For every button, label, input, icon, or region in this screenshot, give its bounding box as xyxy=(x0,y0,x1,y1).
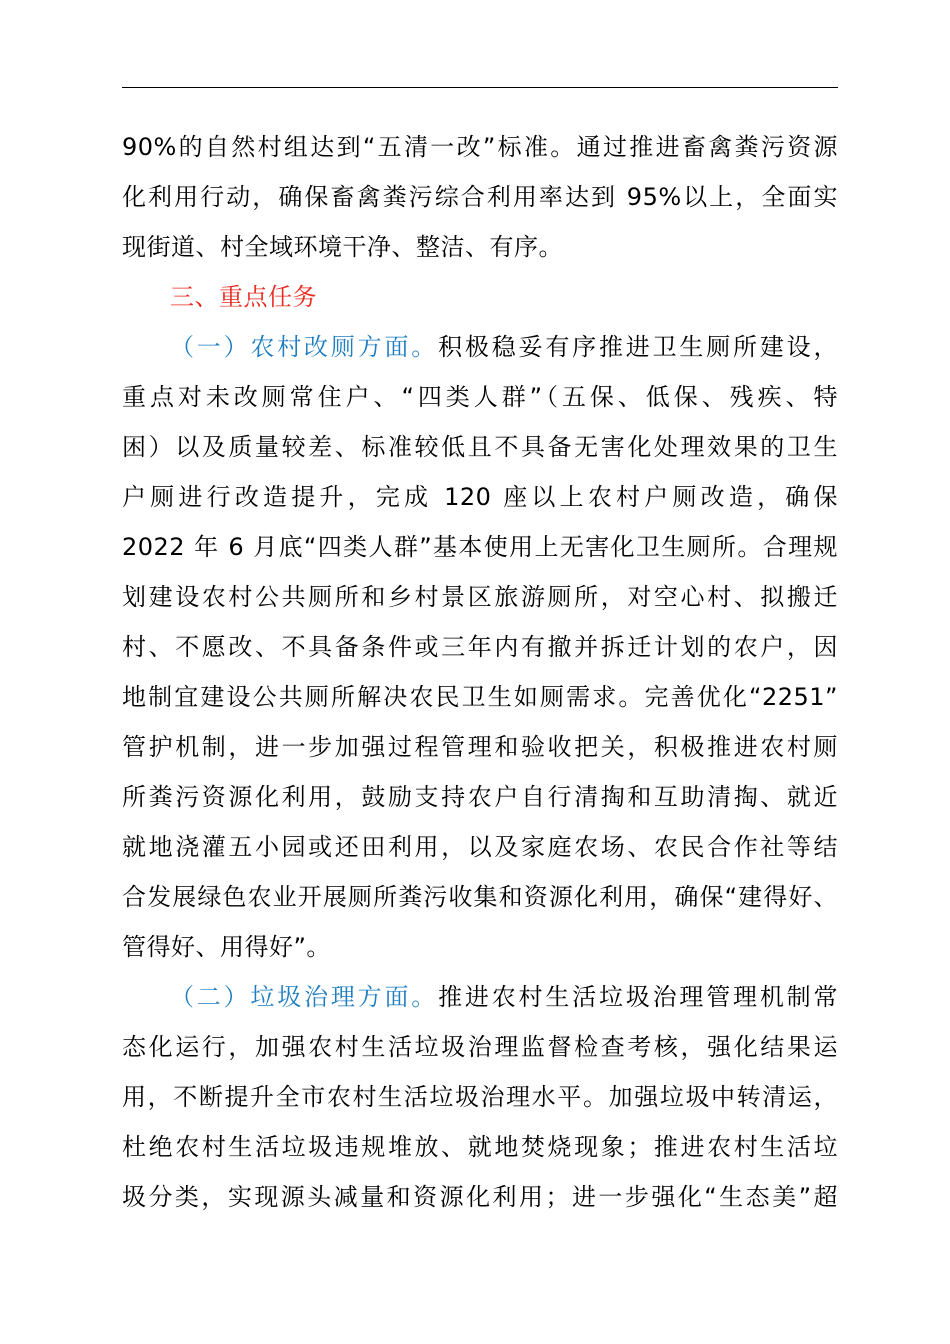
subsection-text: 推进农村生活垃圾治理管理机制常 xyxy=(438,983,838,1011)
paragraph-line: 杜绝农村生活垃圾违规堆放、就地焚烧现象；推进农村生活垃 xyxy=(122,1133,838,1161)
paragraph-line: 90%的自然村组达到“五清一改”标准。通过推进畜禽粪污资源 xyxy=(122,133,838,161)
paragraph-line: 重点对未改厕常住户、“四类人群”（五保、低保、残疾、特 xyxy=(122,383,838,411)
header-rule xyxy=(122,87,838,88)
paragraph-line: 村、不愿改、不具备条件或三年内有撤并拆迁计划的农户，因 xyxy=(122,633,838,661)
paragraph-line: 户厕进行改造提升，完成 120 座以上农村户厕改造，确保 xyxy=(122,483,838,511)
section-heading: 三、重点任务 xyxy=(170,283,317,311)
paragraph-line: 管护机制，进一步加强过程管理和验收把关，积极推进农村厕 xyxy=(122,733,838,761)
subsection-heading: （二）垃圾治理方面。 xyxy=(170,983,439,1011)
paragraph-line: 合发展绿色农业开展厕所粪污收集和资源化利用，确保“建得好、 xyxy=(122,883,838,911)
document-body xyxy=(122,122,838,1222)
paragraph-line: 2022 年 6 月底“四类人群”基本使用上无害化卫生厕所。合理规 xyxy=(122,533,838,561)
paragraph-line: 现街道、村全域环境干净、整洁、有序。 xyxy=(122,233,563,261)
paragraph-line: 划建设农村公共厕所和乡村景区旅游厕所，对空心村、拟搬迁 xyxy=(122,583,838,611)
paragraph-line: 就地浇灌五小园或还田利用，以及家庭农场、农民合作社等结 xyxy=(122,833,838,861)
paragraph-line: 圾分类，实现源头减量和资源化利用；进一步强化“生态美”超 xyxy=(122,1183,838,1211)
paragraph-line: 地制宜建设公共厕所解决农民卫生如厕需求。完善优化“2251” xyxy=(122,683,838,711)
subsection-text: 积极稳妥有序推进卫生厕所建设， xyxy=(438,333,838,361)
paragraph-line: 困）以及质量较差、标准较低且不具备无害化处理效果的卫生 xyxy=(122,433,838,461)
subsection-heading: （一）农村改厕方面。 xyxy=(170,333,439,361)
paragraph-line: 所粪污资源化利用，鼓励支持农户自行清掏和互助清掏、就近 xyxy=(122,783,838,811)
paragraph-line: 化利用行动，确保畜禽粪污综合利用率达到 95%以上，全面实 xyxy=(122,183,838,211)
subsection-first-line xyxy=(122,972,838,1022)
paragraph-line: 管得好、用得好”。 xyxy=(122,933,331,961)
subsection-first-line xyxy=(122,322,838,372)
paragraph-line: 态化运行，加强农村生活垃圾治理监督检查考核，强化结果运 xyxy=(122,1033,838,1061)
paragraph-line: 用，不断提升全市农村生活垃圾治理水平。加强垃圾中转清运， xyxy=(122,1083,838,1111)
